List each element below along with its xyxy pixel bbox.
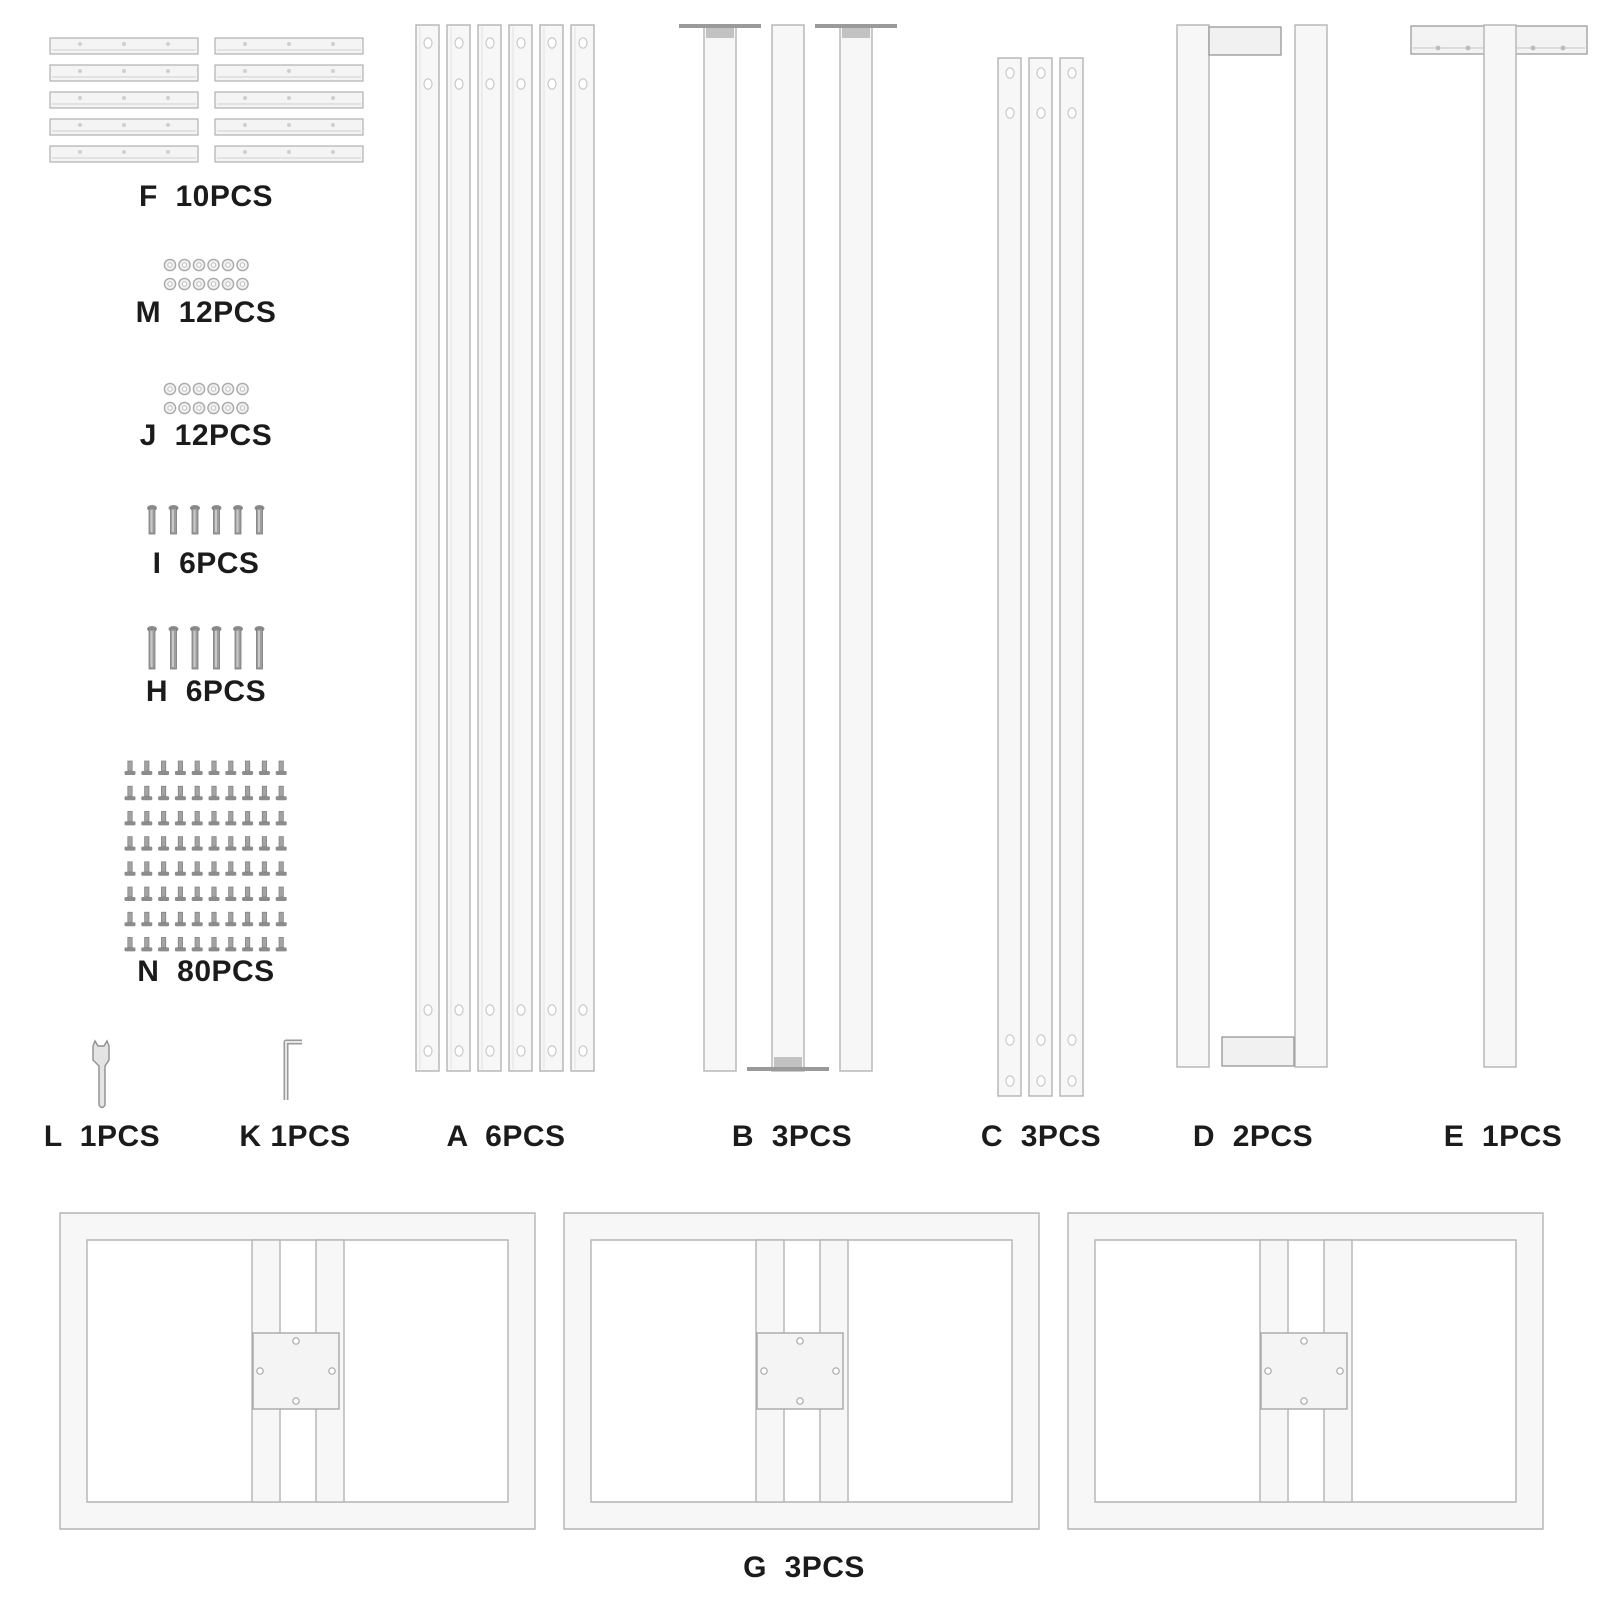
screw-icon bbox=[128, 786, 132, 796]
hole bbox=[243, 96, 247, 100]
screw-icon bbox=[178, 837, 182, 847]
post-e bbox=[1411, 25, 1587, 1067]
screw-icon bbox=[279, 887, 283, 897]
screw-icon bbox=[262, 887, 266, 897]
screw-icon bbox=[161, 811, 165, 821]
screw-icon bbox=[161, 912, 165, 922]
screw-icon bbox=[279, 912, 283, 922]
screw-icon bbox=[212, 786, 216, 796]
hole bbox=[579, 1005, 587, 1015]
part-label-n: N 80PCS bbox=[137, 955, 275, 988]
bars-c bbox=[998, 58, 1083, 1096]
bracket bbox=[815, 24, 897, 28]
screw-icon bbox=[212, 912, 216, 922]
hole bbox=[579, 38, 587, 48]
part-label-c: C 3PCS bbox=[980, 1120, 1102, 1153]
hole bbox=[287, 96, 291, 100]
bolts-i bbox=[147, 505, 265, 534]
hole bbox=[1068, 68, 1076, 78]
bracket bbox=[747, 1067, 829, 1071]
posts-b bbox=[679, 24, 897, 1071]
hole bbox=[1006, 1035, 1014, 1045]
bolts-h bbox=[147, 626, 265, 669]
hole bbox=[122, 96, 126, 100]
screw-icon bbox=[229, 761, 233, 771]
hole bbox=[1301, 1398, 1307, 1404]
screw-icon bbox=[145, 912, 149, 922]
hole bbox=[424, 1005, 432, 1015]
screw-icon bbox=[128, 761, 132, 771]
leg-post bbox=[840, 25, 872, 1071]
hole bbox=[548, 79, 556, 89]
leg-post bbox=[772, 25, 804, 1071]
hole bbox=[1436, 46, 1441, 51]
screw-icon bbox=[161, 862, 165, 872]
screw-icon bbox=[229, 912, 233, 922]
hole bbox=[1037, 108, 1045, 118]
hole bbox=[243, 150, 247, 154]
screw-icon bbox=[195, 786, 199, 796]
hole bbox=[1006, 108, 1014, 118]
screw-icon bbox=[145, 837, 149, 847]
screw-icon bbox=[195, 761, 199, 771]
hole bbox=[329, 1368, 335, 1374]
screw-icon bbox=[128, 811, 132, 821]
post bbox=[1177, 25, 1209, 1067]
hole bbox=[486, 79, 494, 89]
screw-icon bbox=[212, 887, 216, 897]
hole bbox=[122, 123, 126, 127]
screw-icon bbox=[195, 937, 199, 947]
posts-d bbox=[1177, 25, 1327, 1067]
hole bbox=[1068, 108, 1076, 118]
screw-icon bbox=[178, 887, 182, 897]
screw-icon bbox=[279, 811, 283, 821]
screw-icon bbox=[195, 887, 199, 897]
screw-icon bbox=[178, 912, 182, 922]
screw-icon bbox=[245, 862, 249, 872]
hole bbox=[78, 96, 82, 100]
hole bbox=[331, 96, 335, 100]
screw-icon bbox=[161, 786, 165, 796]
hole bbox=[517, 1005, 525, 1015]
screw-icon bbox=[279, 837, 283, 847]
part-label-h: H 6PCS bbox=[145, 675, 267, 708]
screw-icon bbox=[128, 862, 132, 872]
screw-icon bbox=[212, 937, 216, 947]
hole bbox=[455, 1005, 463, 1015]
screw-icon bbox=[161, 837, 165, 847]
screw-icon bbox=[262, 862, 266, 872]
leg-post bbox=[704, 25, 736, 1071]
hole bbox=[548, 1005, 556, 1015]
hole bbox=[166, 69, 170, 73]
flat-bar bbox=[447, 25, 470, 1071]
hole bbox=[1037, 68, 1045, 78]
hole bbox=[287, 123, 291, 127]
hole bbox=[243, 123, 247, 127]
hole bbox=[1006, 1076, 1014, 1086]
hole bbox=[486, 1046, 494, 1056]
screw-icon bbox=[178, 937, 182, 947]
screw-icon bbox=[145, 786, 149, 796]
part-label-k: K 1PCS bbox=[239, 1120, 351, 1153]
screw-icon bbox=[262, 811, 266, 821]
screw-icon bbox=[128, 937, 132, 947]
flat-bar bbox=[416, 25, 439, 1071]
hole bbox=[78, 69, 82, 73]
part-label-l: L 1PCS bbox=[43, 1120, 161, 1153]
hole bbox=[122, 42, 126, 46]
hole bbox=[1006, 68, 1014, 78]
hole bbox=[486, 38, 494, 48]
hole bbox=[331, 42, 335, 46]
screw-icon bbox=[178, 811, 182, 821]
screw-icon bbox=[229, 786, 233, 796]
end-block bbox=[1222, 1037, 1294, 1066]
flat-bar bbox=[571, 25, 594, 1071]
screw-icon bbox=[145, 761, 149, 771]
hole bbox=[293, 1398, 299, 1404]
screw-icon bbox=[161, 937, 165, 947]
hole bbox=[331, 150, 335, 154]
screw-icon bbox=[212, 837, 216, 847]
hole bbox=[1068, 1076, 1076, 1086]
screw-icon bbox=[262, 786, 266, 796]
hole bbox=[1068, 1035, 1076, 1045]
screw-icon bbox=[229, 937, 233, 947]
hole bbox=[122, 69, 126, 73]
hole bbox=[517, 79, 525, 89]
hole bbox=[517, 38, 525, 48]
washers-m bbox=[164, 259, 248, 289]
hole bbox=[486, 1005, 494, 1015]
hole bbox=[1037, 1076, 1045, 1086]
hole bbox=[122, 150, 126, 154]
hole bbox=[166, 123, 170, 127]
hole bbox=[331, 69, 335, 73]
hex-key-k bbox=[286, 1042, 302, 1100]
screw-icon bbox=[245, 912, 249, 922]
hole bbox=[166, 150, 170, 154]
hole bbox=[1265, 1368, 1271, 1374]
hole bbox=[761, 1368, 767, 1374]
hole bbox=[331, 123, 335, 127]
part-label-i: I 6PCS bbox=[152, 547, 260, 580]
screw-icon bbox=[178, 761, 182, 771]
screw-icon bbox=[245, 837, 249, 847]
screw-icon bbox=[212, 862, 216, 872]
screw-icon bbox=[195, 862, 199, 872]
screw-icon bbox=[161, 887, 165, 897]
hole bbox=[257, 1368, 263, 1374]
post bbox=[1295, 25, 1327, 1067]
part-label-b: B 3PCS bbox=[731, 1120, 853, 1153]
wrench-l bbox=[93, 1041, 109, 1108]
hole bbox=[243, 69, 247, 73]
hole bbox=[548, 38, 556, 48]
hole bbox=[517, 1046, 525, 1056]
post bbox=[1484, 25, 1516, 1067]
screw-icon bbox=[145, 887, 149, 897]
screw-icon bbox=[262, 912, 266, 922]
hex-key-icon bbox=[286, 1042, 302, 1100]
screw-icon bbox=[279, 761, 283, 771]
screw-icon bbox=[161, 761, 165, 771]
part-label-g: G 3PCS bbox=[743, 1551, 865, 1584]
screw-icon bbox=[178, 786, 182, 796]
hole bbox=[579, 79, 587, 89]
screw-icon bbox=[178, 862, 182, 872]
screw-icon bbox=[128, 887, 132, 897]
flat-bar bbox=[540, 25, 563, 1071]
screw-icon bbox=[145, 811, 149, 821]
screw-icon bbox=[195, 912, 199, 922]
hole bbox=[579, 1046, 587, 1056]
screw-icon bbox=[245, 786, 249, 796]
screw-icon bbox=[145, 937, 149, 947]
flat-bar bbox=[1060, 58, 1083, 1096]
nuts-j bbox=[164, 383, 248, 413]
hole bbox=[1337, 1368, 1343, 1374]
hole bbox=[287, 69, 291, 73]
hole bbox=[166, 96, 170, 100]
hole bbox=[1037, 1035, 1045, 1045]
screw-icon bbox=[229, 811, 233, 821]
hole bbox=[548, 1046, 556, 1056]
part-label-f: F 10PCS bbox=[138, 180, 274, 213]
hole bbox=[797, 1398, 803, 1404]
hole bbox=[78, 42, 82, 46]
flat-bar bbox=[509, 25, 532, 1071]
hole bbox=[424, 38, 432, 48]
screw-icon bbox=[262, 837, 266, 847]
bars-a bbox=[416, 25, 594, 1071]
screw-icon bbox=[245, 887, 249, 897]
hole bbox=[455, 38, 463, 48]
screw-icon bbox=[245, 937, 249, 947]
flat-bar bbox=[478, 25, 501, 1071]
screw-icon bbox=[195, 837, 199, 847]
part-label-j: J 12PCS bbox=[139, 419, 273, 452]
screw-icon bbox=[245, 761, 249, 771]
hole bbox=[424, 79, 432, 89]
screw-icon bbox=[145, 862, 149, 872]
screw-icon bbox=[195, 811, 199, 821]
end-block bbox=[1209, 27, 1281, 55]
hole bbox=[833, 1368, 839, 1374]
hole bbox=[455, 79, 463, 89]
part-label-e: E 1PCS bbox=[1443, 1120, 1563, 1153]
screw-icon bbox=[229, 887, 233, 897]
screw-icon bbox=[128, 837, 132, 847]
hole bbox=[1531, 46, 1536, 51]
screw-icon bbox=[262, 937, 266, 947]
screw-icon bbox=[279, 786, 283, 796]
flat-bar bbox=[1029, 58, 1052, 1096]
screw-icon bbox=[212, 761, 216, 771]
screw-icon bbox=[229, 862, 233, 872]
bracket bbox=[679, 24, 761, 28]
hole bbox=[78, 150, 82, 154]
hole bbox=[455, 1046, 463, 1056]
part-label-d: D 2PCS bbox=[1192, 1120, 1314, 1153]
screw-icon bbox=[262, 761, 266, 771]
screws-n bbox=[125, 761, 287, 951]
plates-f bbox=[50, 38, 363, 162]
hole bbox=[78, 123, 82, 127]
frames-g bbox=[60, 1213, 1543, 1529]
screw-icon bbox=[245, 811, 249, 821]
hole bbox=[1466, 46, 1471, 51]
flat-bar bbox=[998, 58, 1021, 1096]
screw-icon bbox=[279, 862, 283, 872]
part-label-m: M 12PCS bbox=[135, 296, 277, 329]
screw-icon bbox=[279, 937, 283, 947]
screw-icon bbox=[128, 912, 132, 922]
hole bbox=[797, 1338, 803, 1344]
hole bbox=[243, 42, 247, 46]
hole bbox=[424, 1046, 432, 1056]
part-label-a: A 6PCS bbox=[446, 1120, 566, 1153]
wrench-icon bbox=[93, 1041, 109, 1108]
hole bbox=[1561, 46, 1566, 51]
hole bbox=[287, 150, 291, 154]
screw-icon bbox=[212, 811, 216, 821]
hole bbox=[1301, 1338, 1307, 1344]
screw-icon bbox=[229, 837, 233, 847]
hole bbox=[293, 1338, 299, 1344]
hole bbox=[287, 42, 291, 46]
hole bbox=[166, 42, 170, 46]
